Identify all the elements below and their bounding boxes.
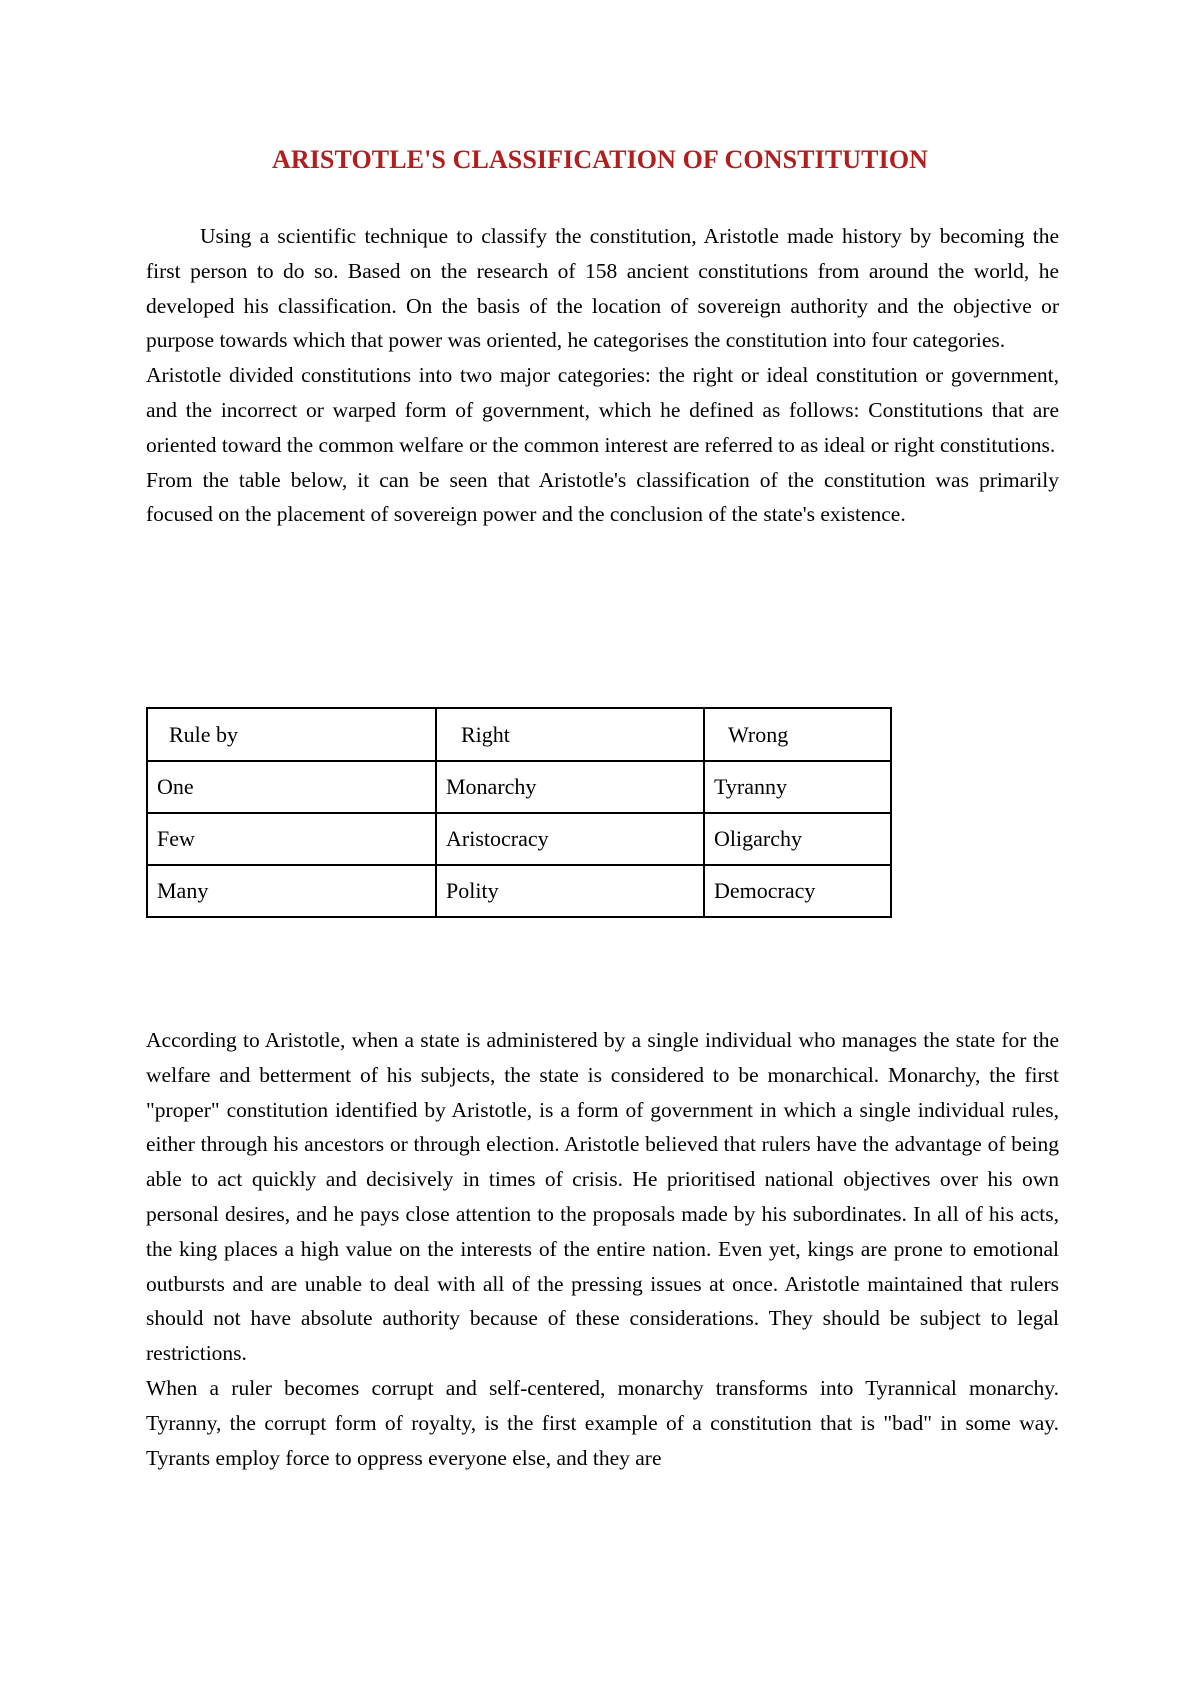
table-cell: Many	[147, 865, 436, 917]
table-header-rule-by: Rule by	[147, 708, 436, 761]
table-cell: Aristocracy	[436, 813, 704, 865]
table-header-wrong: Wrong	[704, 708, 891, 761]
tyranny-paragraph: When a ruler becomes corrupt and self-centered, monarchy transforms into Tyrannical monarchy. Tyranny, the corrupt form of royalty, is the first example of a constitution that is "bad" in some way. Tyrants employ force to oppress everyone else, and they are	[146, 1375, 1059, 1470]
classification-table	[146, 707, 892, 918]
document-title: ARISTOTLE'S CLASSIFICATION OF CONSTITUTION	[271, 145, 929, 174]
table-cell: Few	[147, 813, 436, 865]
intro-section	[146, 219, 1059, 532]
table-header-right: Right	[436, 708, 704, 761]
table-header-row	[147, 708, 891, 761]
monarchy-section	[146, 1023, 1059, 1475]
table-row	[147, 865, 891, 917]
intro-paragraph-1: Using a scientific technique to classify the constitution, Aristotle made history by becoming the first person to do so. Based on the research of 158 ancient constitutions from around the world, he developed his classification. On the basis of the location of sovereign authority and the objective or purpose towards which that power was oriented, he categorises the constitution into four categories.	[146, 224, 1059, 353]
intro-paragraph-3: From the table below, it can be seen that Aristotle's classification of the constitution was primarily focused on the placement of sovereign power and the conclusion of the state's existence.	[146, 467, 1059, 527]
intro-paragraph-2: Aristotle divided constitutions into two major categories: the right or ideal constitution or government, and the incorrect or warped form of government, which he defined as follows: Constitutions that are oriented toward the common welfare or the common interest are referred to as ideal or right constitutions.	[146, 363, 1059, 457]
table-cell: Democracy	[704, 865, 891, 917]
table-cell: Polity	[436, 865, 704, 917]
table-cell: Tyranny	[704, 761, 891, 813]
table-cell: Oligarchy	[704, 813, 891, 865]
monarchy-paragraph: According to Aristotle, when a state is administered by a single individual who manages the state for the welfare and betterment of his subjects, the state is considered to be monarchical. Monarchy, the first "proper" constitution identified by Aristotle, is a form of government in which a single individual rules, either through his ancestors or through election. Aristotle believed that rulers have the advantage of being able to act quickly and decisively in times of crisis. He prioritised national objectives over his own personal desires, and he pays close attention to the proposals made by his subordinates. In all of his acts, the king places a high value on the interests of the entire nation. Even yet, kings are prone to emotional outbursts and are unable to deal with all of the pressing issues at once. Aristotle maintained that rulers should not have absolute authority because of these considerations. They should be subject to legal restrictions.	[146, 1028, 1059, 1366]
table-cell: One	[147, 761, 436, 813]
table-row	[147, 761, 891, 813]
table-row	[147, 813, 891, 865]
table-cell: Monarchy	[436, 761, 704, 813]
